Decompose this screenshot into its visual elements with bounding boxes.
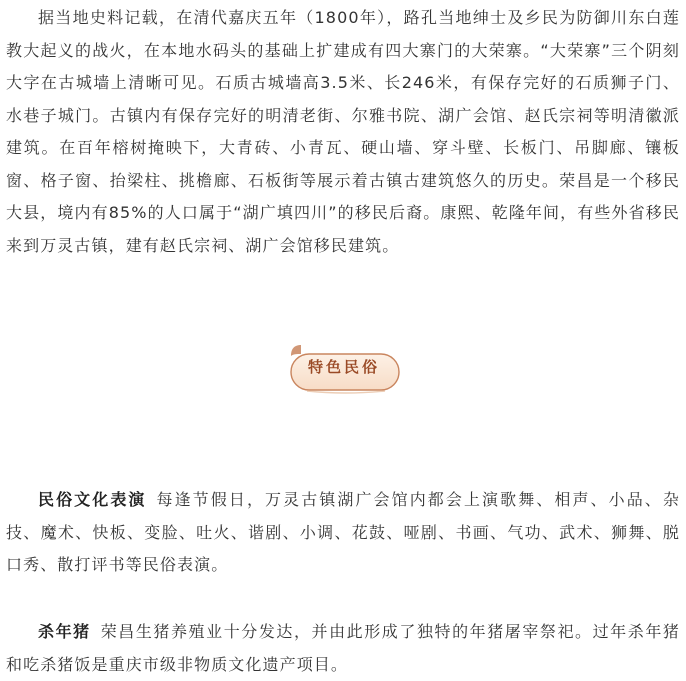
section-badge-label: 特色民俗 bbox=[307, 358, 380, 376]
pig-killing-paragraph bbox=[0, 616, 686, 681]
folk-performance-title: 民俗文化表演 bbox=[38, 490, 147, 509]
pig-killing-text: 荣昌生猪养殖业十分发达，并由此形成了独特的年猪屠宰祭祀。过年杀年猪和吃杀猪饭是重庆市级非物质文化遗产项目。 bbox=[6, 622, 680, 674]
section-badge-folk-customs bbox=[285, 342, 403, 396]
folk-performance-text: 每逢节假日，万灵古镇湖广会馆内都会上演歌舞、相声、小品、杂技、魔术、快板、变脸、吐火、谐剧、小调、花鼓、哑剧、书画、气功、武术、狮舞、脱口秀、散打评书等民俗表演。 bbox=[6, 490, 680, 574]
history-paragraph: 据当地史料记载，在清代嘉庆五年（1800年），路孔当地绅士及乡民为防御川东白莲教大起义的战火，在本地水码头的基础上扩建成有四大寨门的大荣寨。“大荣寨”三个阴刻大字在古城墙上清晰可见。石质古城墙高3.5米、长246米，有保存完好的石质狮子门、水巷子城门。古镇内有保存完好的明清老街、尔雅书院、湖广会馆、赵氏宗祠等明清徽派建筑。在百年榕树掩映下，大青砖、小青瓦、硬山墙、穿斗壁、长板门、吊脚廊、镶板窗、格子窗、抬梁柱、挑檐廊、石板街等展示着古镇古建筑悠久的历史。荣昌是一个移民大县，境内有85%的人口属于“湖广填四川”的移民后裔。康熙、乾隆年间，有些外省移民来到万灵古镇，建有赵氏宗祠、湖广会馆移民建筑。 bbox=[6, 8, 680, 255]
folk-performance-paragraph bbox=[0, 484, 686, 582]
pig-killing-title: 杀年猪 bbox=[38, 622, 91, 641]
